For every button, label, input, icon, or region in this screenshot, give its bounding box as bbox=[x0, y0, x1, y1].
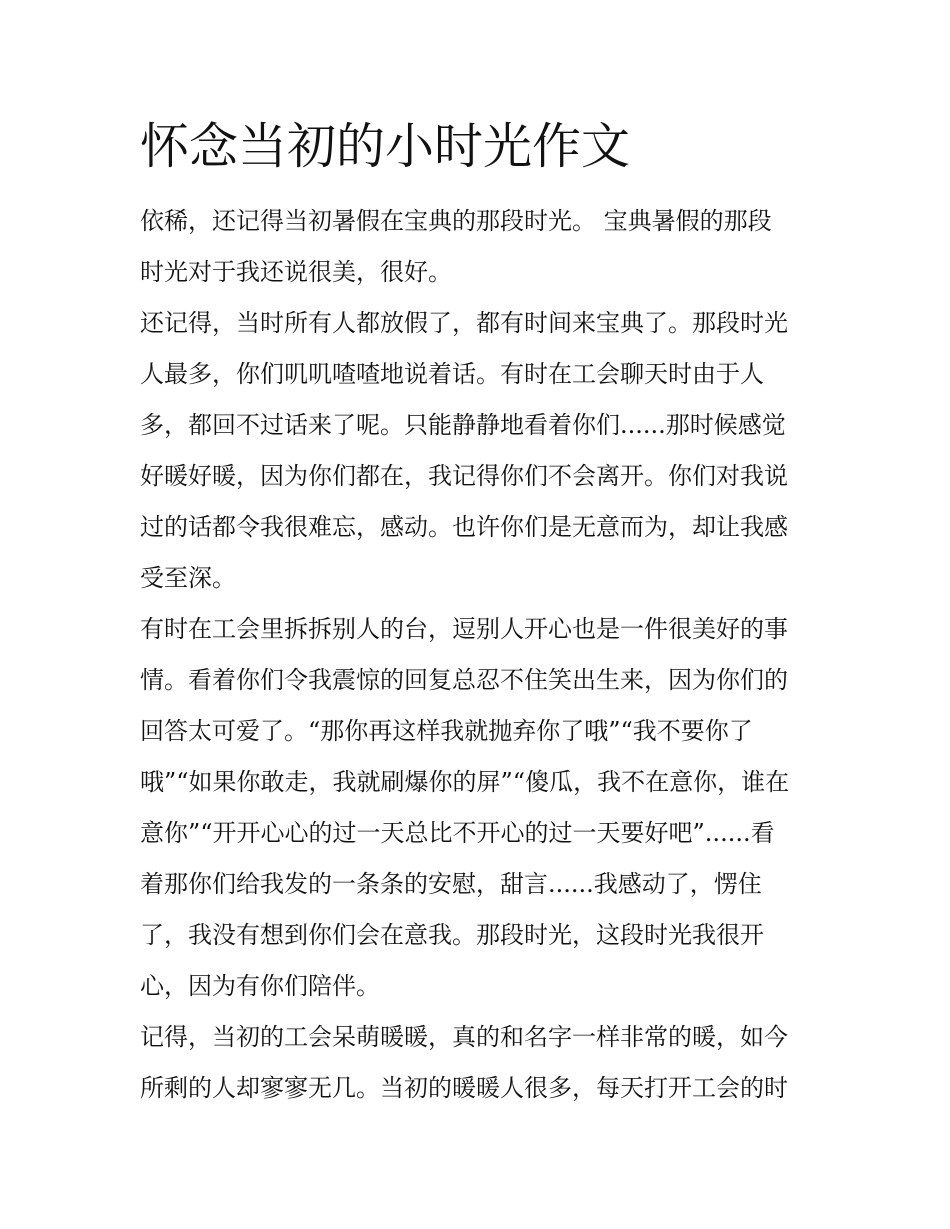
text-line: 时光对于我还说很美，很好。 bbox=[140, 258, 452, 286]
text-line: 所剩的人却寥寥无几。当初的暖暖人很多，每天打开工会的时 bbox=[140, 1074, 788, 1102]
text-line: 人最多，你们叽叽喳喳地说着话。有时在工会聊天时由于人 bbox=[140, 360, 764, 388]
text-line: 过的话都令我很难忘，感动。也许你们是无意而为，却让我感 bbox=[140, 513, 788, 541]
text-line: 还记得，当时所有人都放假了，都有时间来宝典了。那段时光 bbox=[140, 309, 788, 337]
text-line: 哦”“如果你敢走，我就刷爆你的屏”“傻瓜，我不在意你，谁在 bbox=[140, 768, 790, 796]
text-line: 依稀，还记得当初暑假在宝典的那段时光。 宝典暑假的那段 bbox=[140, 207, 772, 235]
text-line: 情。看着你们令我震惊的回复总忍不住笑出生来，因为你们的 bbox=[140, 666, 788, 694]
essay-title: 怀念当初的小时光作文 bbox=[140, 118, 631, 175]
text-line: 受至深。 bbox=[140, 564, 236, 592]
text-line: 了，我没有想到你们会在意我。那段时光，这段时光我很开 bbox=[140, 921, 764, 949]
text-line: 回答太可爱了。“那你再这样我就抛弃你了哦”“我不要你了 bbox=[140, 717, 753, 745]
text-line: 着那你们给我发的一条条的安慰，甜言......我感动了，愣住 bbox=[140, 870, 762, 898]
essay-body bbox=[140, 196, 812, 1114]
text-line: 有时在工会里拆拆别人的台，逗别人开心也是一件很美好的事 bbox=[140, 615, 788, 643]
text-line: 意你”“开开心心的过一天总比不开心的过一天要好吧”......看 bbox=[140, 819, 775, 847]
text-line: 好暖好暖，因为你们都在，我记得你们不会离开。你们对我说 bbox=[140, 462, 788, 490]
text-line: 心，因为有你们陪伴。 bbox=[140, 972, 380, 1000]
text-line: 记得，当初的工会呆萌暖暖，真的和名字一样非常的暖，如今 bbox=[140, 1023, 788, 1051]
text-line: 多，都回不过话来了呢。只能静静地看着你们......那时候感觉 bbox=[140, 411, 786, 439]
